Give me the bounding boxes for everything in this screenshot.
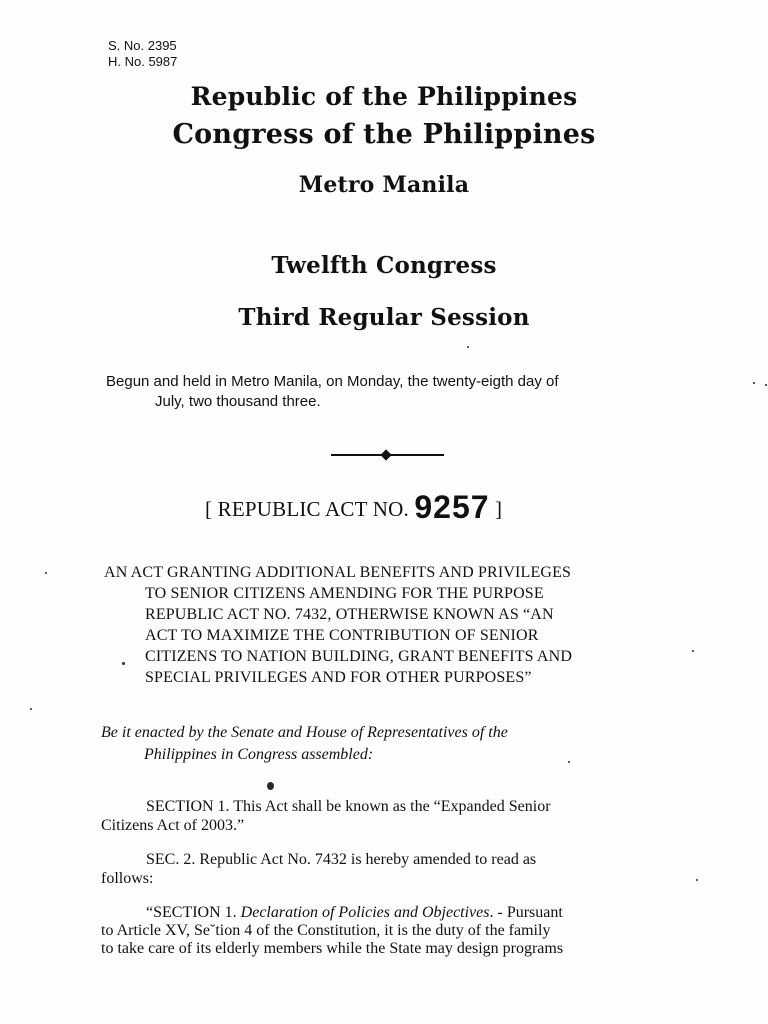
scan-mark — [765, 384, 767, 386]
act-title-line: REPUBLIC ACT NO. 7432, OTHERWISE KNOWN AS “AN — [145, 606, 554, 623]
amended-section-1-line-1 — [146, 904, 563, 922]
act-title-line: ACT TO MAXIMIZE THE CONTRIBUTION OF SENIOR — [145, 627, 539, 644]
ornament-diamond — [380, 449, 391, 460]
enacting-clause-line-1: Be it enacted by the Senate and House of Representatives of the — [101, 724, 508, 741]
enacting-clause-line-2: Philippines in Congress assembled: — [144, 746, 374, 763]
scan-mark — [45, 572, 47, 574]
act-title-line: TO SENIOR CITIZENS AMENDING FOR THE PURPOSE — [145, 585, 544, 602]
begun-line-2: July, two thousand three. — [155, 393, 321, 410]
location-heading: Metro Manila — [298, 172, 470, 198]
republic-act-heading — [205, 489, 503, 526]
scan-mark — [696, 879, 698, 881]
act-title-line: CITIZENS TO NATION BUILDING, GRANT BENEFITS AND — [145, 648, 573, 665]
congress-heading: Congress of the Philippines — [172, 119, 596, 150]
scan-mark — [467, 346, 469, 348]
scan-mark — [568, 761, 570, 763]
amended-section-1-heading: Declaration of Policies and Objectives — [240, 904, 490, 921]
ornament-divider — [331, 451, 444, 459]
section-2-line-1: SEC. 2. Republic Act No. 7432 is hereby amended to read as — [146, 851, 537, 868]
scan-mark — [122, 662, 125, 665]
congress-number-heading: Twelfth Congress — [271, 252, 497, 279]
republic-act-label: [ REPUBLIC ACT NO. — [205, 497, 409, 521]
republic-act-close-bracket: ] — [495, 497, 503, 521]
republic-act-number: 9257 — [414, 489, 490, 525]
act-title-line: AN ACT GRANTING ADDITIONAL BENEFITS AND PRIVILEGES — [104, 564, 572, 581]
amended-section-1-line-2: to Article XV, Se˘tion 4 of the Constitution, it is the duty of the family — [101, 922, 551, 939]
scan-mark — [692, 650, 694, 652]
begun-line-1: Begun and held in Metro Manila, on Monday, the twenty-eigth day of — [106, 373, 559, 390]
amended-section-1-prefix: “SECTION 1. — [146, 904, 241, 921]
house-bill-number: H. No. 5987 — [108, 54, 178, 69]
scan-mark — [267, 782, 274, 790]
section-1-line-1: SECTION 1. This Act shall be known as the “Expanded Senior — [146, 798, 551, 815]
section-2-line-2: follows: — [101, 870, 154, 887]
act-title-line: SPECIAL PRIVILEGES AND FOR OTHER PURPOSES” — [145, 669, 532, 686]
session-heading: Third Regular Session — [238, 304, 530, 331]
scan-mark — [30, 708, 32, 710]
scan-mark — [753, 382, 755, 384]
section-1-line-2: Citizens Act of 2003.” — [101, 817, 245, 834]
senate-bill-number: S. No. 2395 — [108, 38, 177, 53]
bill-numbers — [108, 38, 177, 70]
amended-section-1-suffix: . - Pursuant — [489, 904, 563, 921]
amended-section-1-line-3: to take care of its elderly members while the State may design programs — [101, 940, 564, 957]
republic-heading: Republic of the Philippines — [190, 82, 578, 111]
